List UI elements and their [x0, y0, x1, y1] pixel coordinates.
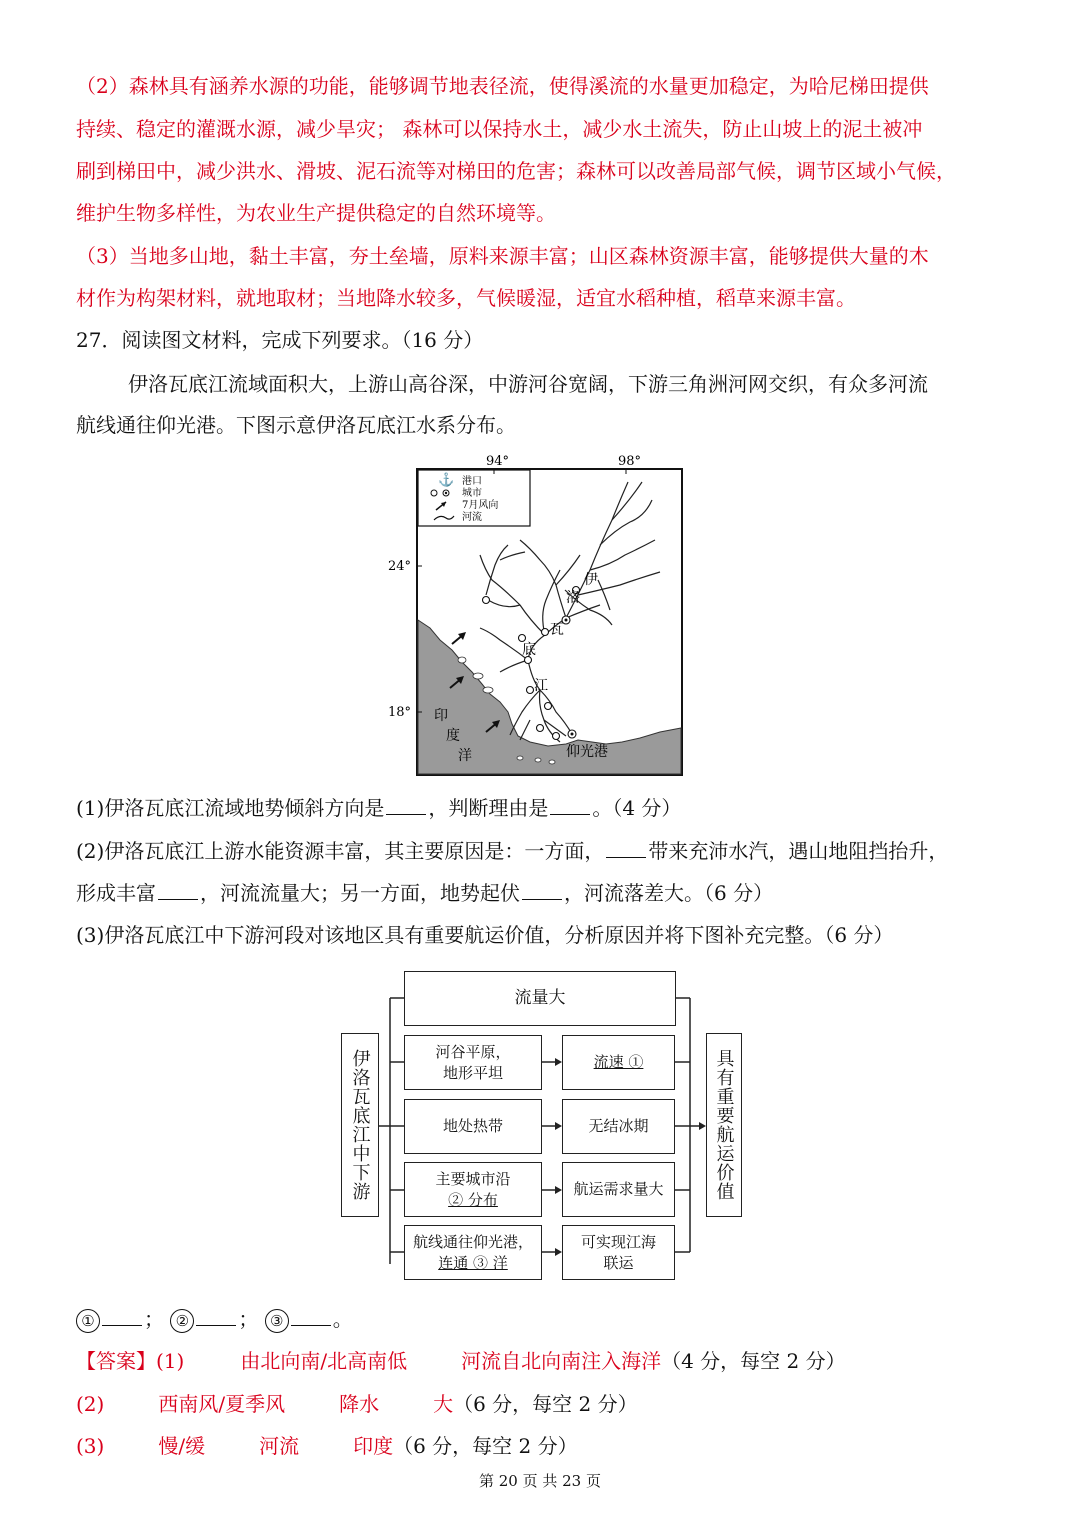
river-char-3: 瓦 [550, 622, 564, 638]
q2-line-2: 形成丰富 ，河流流量大；另一方面，地势起伏 ，河流落差大。（6 分） [76, 881, 774, 905]
river-char-1: 伊 [584, 572, 598, 588]
legend-wind: 7月风向 [462, 500, 499, 511]
ocean-char-1: 印 [434, 708, 448, 724]
q3-line: (3)伊洛瓦底江中下游河段对该地区具有重要航运价值，分析原因并将下图补充完整。（6 分） [76, 923, 894, 947]
anchor-icon: ⚓ [438, 473, 455, 488]
legend-river: 河流 [462, 512, 482, 523]
q1-line: (1)伊洛瓦底江流域地势倾斜方向是 ，判断理由是 。（4 分） [76, 796, 682, 820]
blank-2-slot[interactable]: ② 分布 [448, 1190, 498, 1209]
blank-1-slot[interactable]: 流速 ① [593, 1053, 644, 1071]
flow-right-box: 具有重要航运价值 [706, 1033, 742, 1217]
intro-line-1: 伊洛瓦底江流域面积大，上游山高谷深，中游河谷宽阔，下游三角洲河网交织，有众多河流 [128, 372, 928, 396]
intro-line-2: 航线通往仰光港。下图示意伊洛瓦底江水系分布。 [76, 413, 516, 437]
flow-right-row-1 [562, 1035, 675, 1090]
lon-98: 98° [618, 454, 642, 469]
river-char-2: 洛 [566, 590, 580, 606]
yangon-port-label: 仰光港 [566, 744, 608, 760]
flow-left-row-4: 航线通往仰光港， 连通 ③ 洋 [404, 1225, 542, 1280]
fill-blank-1[interactable] [102, 1307, 142, 1326]
flow-right-row-3: 航运需求量大 [562, 1162, 675, 1217]
question-title: 27．阅读图文材料，完成下列要求。（16 分） [76, 328, 484, 352]
answer-p2-line-2: 持续、稳定的灌溉水源，减少旱灾； 森林可以保持水土，减少水土流失，防止山坡上的泥土被冲 [76, 117, 923, 141]
fill-blank-2[interactable] [196, 1307, 236, 1326]
fill-blank-3[interactable] [291, 1307, 331, 1326]
ocean-char-3: 洋 [458, 748, 472, 764]
answer-p2-line-3: 刷到梯田中，减少洪水、滑坡、泥石流等对梯田的危害；森林可以改善局部气候，调节区域小气候， [76, 159, 956, 183]
answer-p3-line-1: （3）当地多山地，黏土丰富，夯土垒墙，原料来源丰富；山区森林资源丰富，能够提供大量的木 [76, 244, 929, 268]
answer-line-1: 【答案】(1) 由北向南/北高南低 河流自北向南注入海洋（4 分，每空 2 分） [76, 1349, 846, 1373]
answer-p2-line-1: （2）森林具有涵养水源的功能，能够调节地表径流，使得溪流的水量更加稳定，为哈尼梯田提供 [76, 74, 929, 98]
answer-line-3: (3) 慢/缓 河流 印度（6 分，每空 2 分） [76, 1434, 578, 1458]
flow-right-row-2: 无结冰期 [562, 1099, 675, 1154]
lon-94: 94° [486, 454, 510, 469]
flow-left-row-2: 地处热带 [404, 1099, 542, 1154]
page-footer: 第 20 页 共 23 页 [478, 1472, 601, 1490]
answer-p2-line-4: 维护生物多样性，为农业生产提供稳定的自然环境等。 [76, 201, 556, 225]
flow-top-box: 流量大 [404, 971, 676, 1026]
answer-p3-line-2: 材作为构架材料，就地取材；当地降水较多，气候暖湿，适宜水稻种植，稻草来源丰富。 [76, 286, 856, 310]
answer-line-2: (2) 西南风/夏季风 降水 大（6 分，每空 2 分） [76, 1392, 638, 1416]
blank-3-slot[interactable]: 连通 ③ 洋 [438, 1253, 508, 1272]
lat-18: 18° [388, 705, 412, 720]
ocean-char-2: 度 [446, 728, 460, 744]
flow-left-box: 伊洛瓦底江中下游 [341, 1033, 379, 1217]
legend-port: 港口 [462, 476, 482, 487]
flow-left-row-1: 河谷平原， 地形平坦 [404, 1035, 542, 1090]
river-char-4: 底 [522, 642, 536, 658]
q2-line-1: (2)伊洛瓦底江上游水能资源丰富，其主要原因是：一方面， 带来充沛水汽，遇山地阻挡抬升， [76, 839, 949, 863]
blanks-line: ① ； ② ； ③ 。 [76, 1305, 353, 1333]
river-char-5: 江 [534, 678, 548, 694]
legend-city: 城市 [462, 488, 482, 499]
flow-right-row-4: 可实现江海 联运 [562, 1225, 675, 1280]
lat-24: 24° [388, 559, 412, 574]
flow-left-row-3: 主要城市沿 ② 分布 [404, 1162, 542, 1217]
